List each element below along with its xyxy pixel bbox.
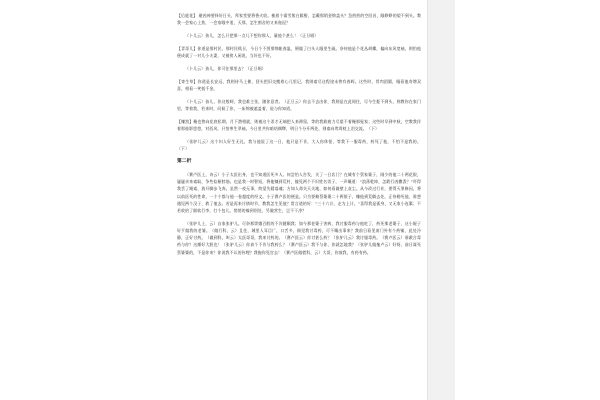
scrollbar-track[interactable] xyxy=(427,0,456,400)
section-heading: 第二折 xyxy=(177,159,192,164)
left-sidebar xyxy=(0,0,165,400)
document-body xyxy=(165,0,427,256)
paragraph-qinggeer: 【青哥儿】你道是那村民、那村民贱丑，今日个不图那锦帐春温，倒做了白头人眼里生疏。奈何他是个花丛胡蝶，偏向东风宽袖，则怕他便成就了一对儿小夫妻，又被傍人闲说，当好也不好。 xyxy=(177,45,421,58)
document-page xyxy=(165,0,427,400)
right-pane xyxy=(455,0,600,400)
paragraph-zhuansha: 【赚煞】俺也曾向花底私期，月下潜相就，则被这个杀才无端把人来滞留，等的我筋疲力尽望不着俺那冤家；这些时早到中秋，空教我伴着那桂影悠悠，对西风，只怕寒生翠袖。今日里共你暗结绸缪，明日个分开两处，则索向鸳鸯枕上泪交流。（下） xyxy=(177,118,421,131)
paragraph-dialogue-1: （卜儿云）孩儿，怎么只把那一点儿不想你那人，量他个甚么！（正旦唱） xyxy=(185,33,319,38)
paragraph-dialogue-4: （张驴儿云）这个妇人好生无礼，我与他说了这一日，他只是不肯，大人你休怪，等我下一服毒药，药死了他，不怕不是我的。（下） xyxy=(177,138,421,151)
paragraph-dialogue-2: （卜儿云）孩儿，你可往那里去？（正旦唱） xyxy=(185,65,266,71)
paragraph-jishengcao: 【寄生草】你道是长安远，我则待马上催，回头把旧交搬着心儿里记，我则索尽这程途未曾有春晖。这些时，骨肉团圆，眼看他寿增双喜，相看一笑抵千金。 xyxy=(177,78,421,91)
paragraph-houtinghua: 【后庭花】 避凶神要择好日头，拜家堂要将香火收。梳着个霜雪般白鬏髻，怎戴那销金锦盖头？急煎煎的空回首，眼睁睁的望不到头。教我一会家心上焦，一会家眼中羞，天那，怎生割舍的又来迤逗？ xyxy=(177,13,421,26)
paragraph-zhanglver: （张驴儿上，云）自家张驴儿。可奈那窦娥百般的不肯随顺我；如今那老婆子害病，我讨服毒药与他吃了，药死那老婆子，这小妮子好歹做我的老婆。（做行科，云）且住，城里人耳目广，口舌多，倘见我讨毒药，可不嚷出事来？我前日看见南门外有个药铺，此处冷静，正好讨药。（做到科，叫云）太医哥哥，我来讨药的。（赛卢医云）你讨甚么药？（张驴儿云）我讨服毒药。（赛卢医云）谁敢合毒药与你？这厮好大胆也！（张驴儿云）你真个不肯与我药么？（赛卢医云）我不与你，你就怎地我？（张驴儿做拖卢云）好呀，前日谋死蔡婆婆的，不是你来？你说我不认的你哩？我拖你见官去！（赛卢医做慌科，云）大哥，你放我，有药有药。 xyxy=(177,220,421,255)
paragraph-dialogue-3: （卜儿云）孩儿，你这般呵，我也难主张，随你意者。（正旦云）你去不去由你，我则是在此间住，尽今生捱不到头，则教你在家门里，等着我，若来时，问候了你，一床锦被遮盖着，说与你知道。 xyxy=(177,98,421,111)
paragraph-sailuyi: （赛卢医上，诗云）小子太医出身，也不知道医死多人。何尝怕人告发，关了一日店门？在城有个蔡家婆子，刚少的他二十两花银，屡屡亲来索取，争些捻断脖筋。也是我一时智短，将他赚到荒村，撞见两个不识姓名男子，一声嚷道：“浪荡乾坤，怎敢行凶撒泼？”吓得我丢了绳索，放开脚步飞奔。虽然一夜无事，终觉失精落魂；方知人命关天关地，如何看做壁上灰尘。从今改过行业，要得灭罪修因，将以前医死的性命，一个个都与他一卷超度的经文。小子赛卢医的便是。只为要赖蔡婆婆二十两银子，赚他到荒僻去处，正待勒死他，谁想遇见两个汉子，救了他去。若是再来讨债时节，教我怎生见他？常言道的好：“三十六计，走为上计。”喜得我是孤身，又无家小连累；不若收拾了细软行李，打个包儿，悄悄的躲到别处，另做营生，岂不干净？ xyxy=(177,172,421,214)
